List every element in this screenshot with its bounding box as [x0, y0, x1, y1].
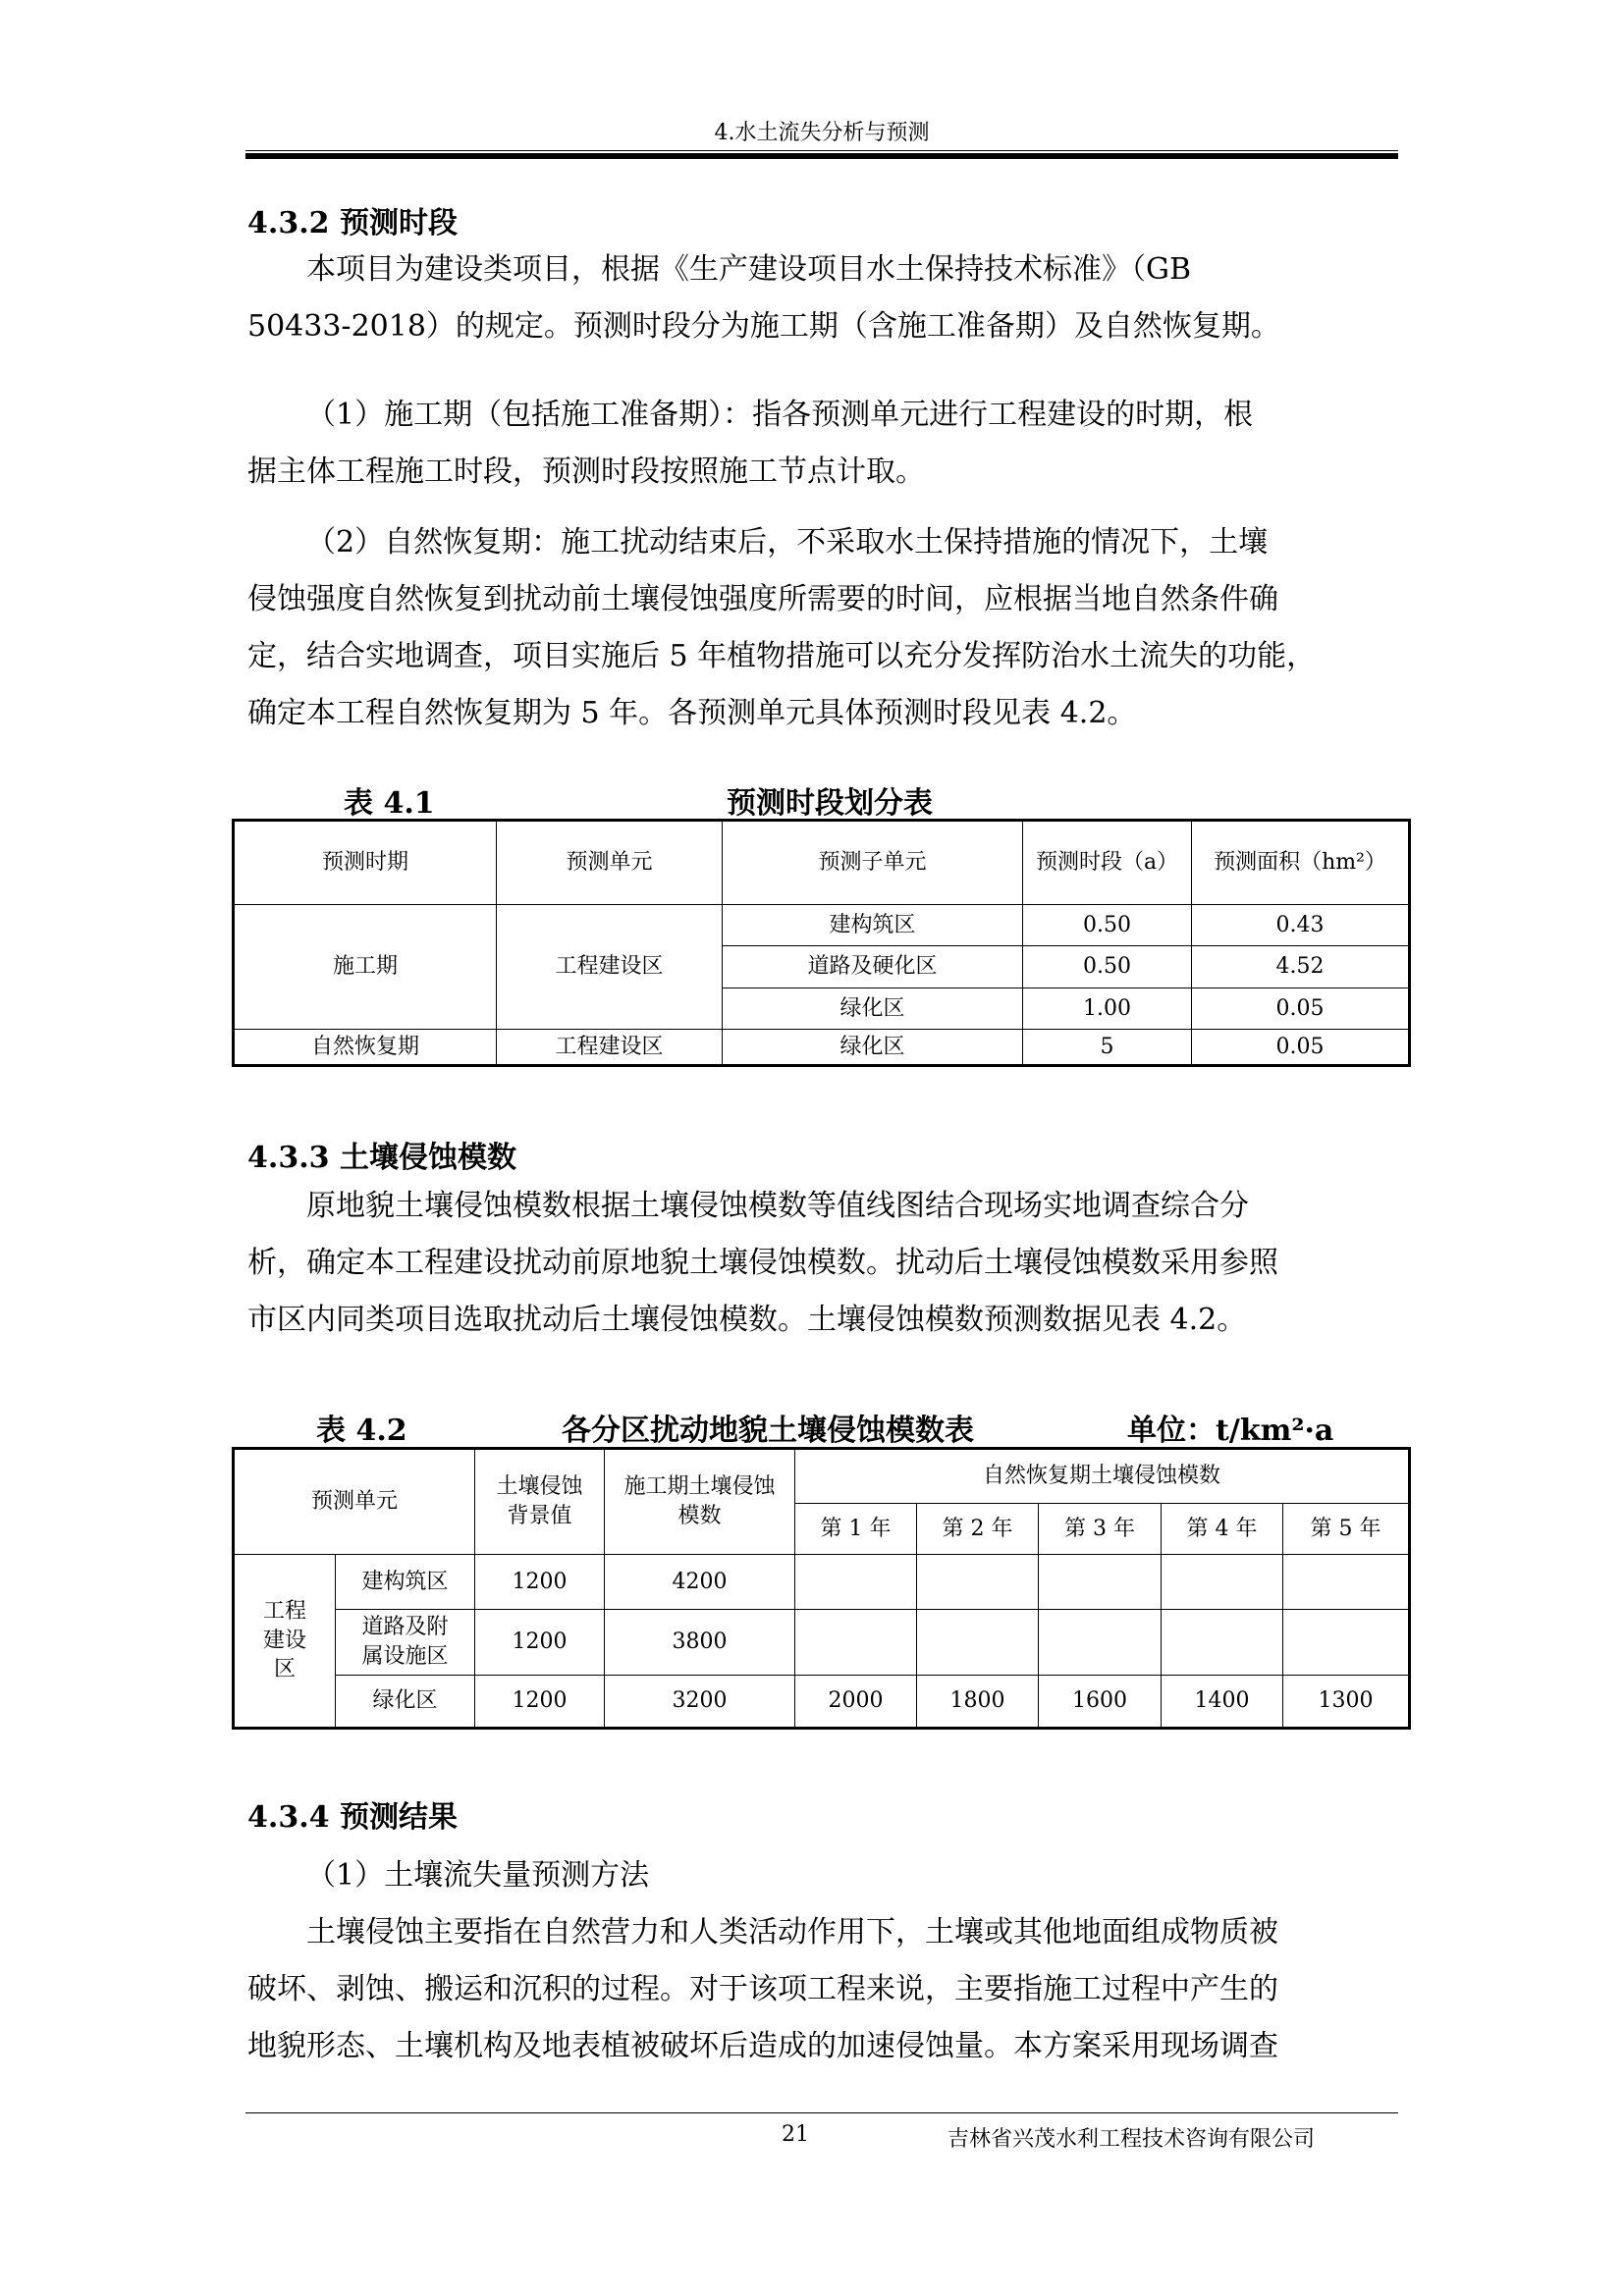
sub-unit-cell: 建构筑区 — [723, 905, 1023, 946]
header-rule-thick — [245, 153, 1398, 159]
header-cell: 土壤侵蚀背景值 — [475, 1449, 605, 1555]
year-cell: 1400 — [1162, 1676, 1283, 1729]
year-cell — [917, 1555, 1039, 1610]
table-4-2-title: 各分区扰动地貌土壤侵蚀模数表 — [562, 1414, 974, 1448]
background-cell: 1200 — [475, 1610, 605, 1676]
paragraph-erosion-modulus — [247, 1178, 1396, 1349]
paragraph-line: 破坏、剥蚀、搬运和沉积的过程。对于该项工程来说，主要指施工过程中产生的 — [247, 1972, 1278, 2006]
year-header-cell: 第 1 年 — [795, 1504, 917, 1555]
construction-cell: 3800 — [605, 1610, 795, 1676]
unit-cell: 工程建设区 — [497, 1030, 723, 1066]
year-cell — [1039, 1555, 1162, 1610]
area-cell: 0.43 — [1192, 905, 1410, 946]
section-heading-4-3-3: 4.3.3 土壤侵蚀模数 — [247, 1141, 516, 1175]
year-cell — [1162, 1555, 1283, 1610]
subheading-line: （1）土壤流失量预测方法 — [306, 1858, 650, 1893]
table-4-1-number: 表 4.1 — [344, 786, 435, 821]
year-cell — [1039, 1610, 1162, 1676]
year-header-cell: 第 2 年 — [917, 1504, 1039, 1555]
area-cell: 0.05 — [1192, 988, 1410, 1030]
footer-rule — [245, 2112, 1398, 2113]
table-4-2-number: 表 4.2 — [316, 1414, 407, 1448]
subheading-method — [247, 1847, 1396, 1904]
year-cell — [1283, 1555, 1410, 1610]
header-cell: 预测单元 — [234, 1449, 475, 1555]
paragraph-line: 地貌形态、土壤机构及地表植被破坏后造成的加速侵蚀量。本方案采用现场调查 — [247, 2029, 1278, 2063]
header-cell: 预测面积（hm²） — [1192, 821, 1410, 905]
sub-unit-cell: 绿化区 — [723, 1030, 1023, 1066]
table-4-1-title: 预测时段划分表 — [727, 786, 933, 821]
header-cell: 预测子单元 — [723, 821, 1023, 905]
table-4-2 — [232, 1447, 1411, 1730]
page-number: 21 — [782, 2122, 809, 2147]
unit-cell: 工程建设区 — [497, 905, 723, 1030]
year-cell: 1800 — [917, 1676, 1039, 1729]
construction-cell: 3200 — [605, 1676, 795, 1729]
period-cell: 1.00 — [1023, 988, 1192, 1030]
table-header-row — [234, 1449, 1410, 1504]
paragraph-line: 市区内同类项目选取扰动后土壤侵蚀模数。土壤侵蚀模数预测数据见表 4.2。 — [247, 1303, 1247, 1337]
table-4-2-unit: 单位：t/km²·a — [1127, 1414, 1334, 1448]
group-cell: 工程建设区 — [234, 1555, 336, 1729]
header-rule — [245, 150, 1398, 151]
paragraph-line: 本项目为建设类项目，根据《生产建设项目水土保持技术标准》（GB — [306, 252, 1192, 287]
year-cell — [917, 1610, 1039, 1676]
paragraph-erosion-definition — [247, 1904, 1396, 2075]
section-heading-4-3-4: 4.3.4 预测结果 — [247, 1800, 458, 1835]
paragraph-line: （2）自然恢复期：施工扰动结束后，不采取水土保持措施的情况下，土壤 — [306, 525, 1269, 560]
sub-unit-cell: 绿化区 — [723, 988, 1023, 1030]
footer-company: 吉林省兴茂水利工程技术咨询有限公司 — [947, 2127, 1316, 2152]
sub-unit-cell: 道路及硬化区 — [723, 946, 1023, 988]
table-row — [234, 905, 1410, 946]
paragraph-forecast-basis — [247, 241, 1396, 355]
header-cell: 预测时期 — [234, 821, 497, 905]
table-row — [234, 1610, 1410, 1676]
year-cell — [1283, 1610, 1410, 1676]
year-cell — [795, 1555, 917, 1610]
year-header-cell: 第 5 年 — [1283, 1504, 1410, 1555]
year-cell: 1600 — [1039, 1676, 1162, 1729]
table-header-row — [234, 821, 1410, 905]
section-heading-4-3-2: 4.3.2 预测时段 — [247, 206, 458, 240]
table-row — [234, 1030, 1410, 1066]
header-cell: 预测时段（a） — [1023, 821, 1192, 905]
table-row — [234, 1555, 1410, 1610]
header-cell: 施工期土壤侵蚀模数 — [605, 1449, 795, 1555]
paragraph-line: 定，结合实地调查，项目实施后 5 年植物措施可以充分发挥防治水土流失的功能， — [247, 639, 1317, 673]
paragraph-line: 析，确定本工程建设扰动前原地貌土壤侵蚀模数。扰动后土壤侵蚀模数采用参照 — [247, 1246, 1278, 1280]
paragraph-line: 土壤侵蚀主要指在自然营力和人类活动作用下，土壤或其他地面组成物质被 — [306, 1915, 1278, 1949]
unit-cell: 绿化区 — [336, 1676, 475, 1729]
header-cell: 自然恢复期土壤侵蚀模数 — [795, 1449, 1410, 1504]
paragraph-natural-recovery — [247, 514, 1396, 742]
period-cell: 0.50 — [1023, 905, 1192, 946]
paragraph-line: 据主体工程施工时段，预测时段按照施工节点计取。 — [247, 454, 925, 489]
year-cell: 1300 — [1283, 1676, 1410, 1729]
construction-cell: 4200 — [605, 1555, 795, 1610]
period-cell: 5 — [1023, 1030, 1192, 1066]
paragraph-construction-period — [247, 387, 1396, 501]
background-cell: 1200 — [475, 1555, 605, 1610]
background-cell: 1200 — [475, 1676, 605, 1729]
area-cell: 4.52 — [1192, 946, 1410, 988]
paragraph-line: 原地貌土壤侵蚀模数根据土壤侵蚀模数等值线图结合现场实地调查综合分 — [306, 1189, 1249, 1223]
year-cell — [795, 1610, 917, 1676]
paragraph-line: 确定本工程自然恢复期为 5 年。各预测单元具体预测时段见表 4.2。 — [247, 696, 1137, 730]
year-header-cell: 第 4 年 — [1162, 1504, 1283, 1555]
table-4-1 — [232, 819, 1411, 1067]
area-cell: 0.05 — [1192, 1030, 1410, 1066]
unit-cell: 道路及附属设施区 — [336, 1610, 475, 1676]
paragraph-line: （1）施工期（包括施工准备期）：指各预测单元进行工程建设的时期，根 — [306, 398, 1254, 432]
phase-cell: 施工期 — [234, 905, 497, 1030]
table-row — [234, 1676, 1410, 1729]
year-cell — [1162, 1610, 1283, 1676]
period-cell: 0.50 — [1023, 946, 1192, 988]
header-cell: 预测单元 — [497, 821, 723, 905]
paragraph-line: 侵蚀强度自然恢复到扰动前土壤侵蚀强度所需要的时间，应根据当地自然条件确 — [247, 582, 1278, 616]
year-cell: 2000 — [795, 1676, 917, 1729]
running-header: 4.水土流失分析与预测 — [714, 121, 930, 145]
paragraph-line: 50433-2018）的规定。预测时段分为施工期（含施工准备期）及自然恢复期。 — [247, 309, 1280, 344]
unit-cell: 建构筑区 — [336, 1555, 475, 1610]
year-header-cell: 第 3 年 — [1039, 1504, 1162, 1555]
phase-cell: 自然恢复期 — [234, 1030, 497, 1066]
